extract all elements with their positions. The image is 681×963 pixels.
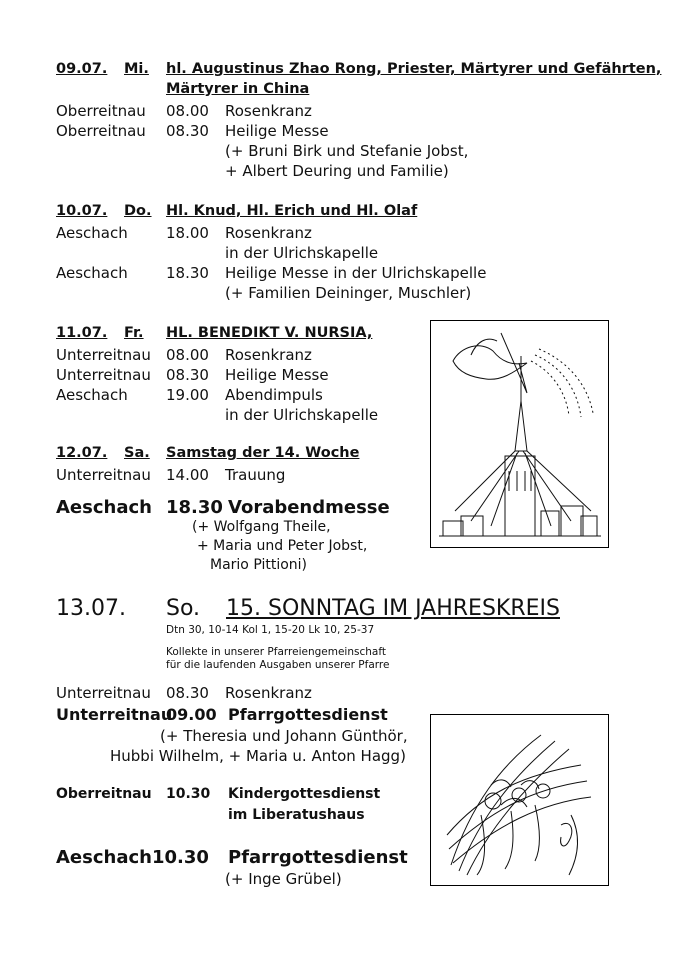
weekday: Do. [124,203,152,219]
event-location: in der Ulrichskapelle [225,244,379,262]
date: 09.07. [56,61,108,77]
time: 08.30 [166,366,209,384]
date: 10.07. [56,203,108,219]
crowd-sketch-icon [431,715,608,885]
place: Aeschach [56,224,128,242]
intention: (+ Familien Deininger, Muschler) [225,284,472,302]
time: 09.00 [166,705,217,724]
weekday: Mi. [124,61,149,77]
weekday: So. [166,596,201,621]
event: Heilige Messe in der Ulrichskapelle [225,264,487,282]
event: Trauung [225,466,286,484]
place: Aeschach [56,497,152,518]
place: Oberreitnau [56,102,146,120]
time: 18.00 [166,224,209,242]
feast-title-cont: Märtyrer in China [166,81,310,97]
event: Rosenkranz [225,224,312,242]
intention: (+ Theresia und Johann Günthör, [160,727,408,745]
time: 19.00 [166,386,209,404]
date: 13.07. [56,596,126,621]
event: Rosenkranz [225,346,312,364]
feast-title: Hl. Knud, Hl. Erich und Hl. Olaf [166,203,418,219]
place: Unterreitnau [56,466,151,484]
event: Abendimpuls [225,386,323,404]
intention: + Maria und Peter Jobst, [197,538,368,554]
intention: Hubbi Wilhelm, + Maria u. Anton Hagg) [110,747,406,765]
time: 10.30 [152,847,209,868]
time: 18.30 [166,497,223,518]
place: Aeschach [56,264,128,282]
intention: + Albert Deuring und Familie) [225,162,449,180]
event: Heilige Messe [225,366,329,384]
sketch-illustration [430,714,609,886]
church-dove-icon [431,321,608,547]
collection-note: Kollekte in unserer Pfarreiengemeinschaft [166,646,386,658]
place: Aeschach [56,386,128,404]
event: Pfarrgottesdienst [228,705,388,724]
event: Pfarrgottesdienst [228,847,408,868]
place: Unterreitnau [56,684,151,702]
feast-title: 15. SONNTAG IM JAHRESKREIS [226,596,560,621]
time: 08.00 [166,346,209,364]
event: Rosenkranz [225,102,312,120]
intention: Mario Pittioni) [210,557,308,573]
readings: Dtn 30, 10-14 Kol 1, 15-20 Lk 10, 25-37 [166,624,375,636]
event-location: im Liberatushaus [228,807,365,823]
place: Aeschach [56,847,152,868]
event: Vorabendmesse [228,497,390,518]
place: Unterreitnau [56,366,151,384]
date: 12.07. [56,445,108,461]
church-illustration [430,320,609,548]
time: 08.00 [166,102,209,120]
weekday: Fr. [124,325,144,341]
feast-title: hl. Augustinus Zhao Rong, Priester, Märtyrer und Gefährten, [166,61,662,77]
place: Oberreitnau [56,122,146,140]
date: 11.07. [56,325,108,341]
intention: (+ Inge Grübel) [225,870,342,888]
intention: (+ Bruni Birk und Stefanie Jobst, [225,142,469,160]
weekday: Sa. [124,445,150,461]
intention: (+ Wolfgang Theile, [192,519,331,535]
place: Unterreitnau [56,346,151,364]
time: 14.00 [166,466,209,484]
event-location: in der Ulrichskapelle [225,406,379,424]
place: Oberreitnau [56,786,152,802]
feast-title: Samstag der 14. Woche [166,445,360,461]
feast-title: HL. BENEDIKT V. NURSIA, [166,325,373,341]
event: Kindergottesdienst [228,786,381,802]
collection-note: für die laufenden Ausgaben unserer Pfarre [166,659,390,671]
time: 18.30 [166,264,209,282]
time: 10.30 [166,786,211,802]
place: Unterreitnau [56,705,173,724]
event: Rosenkranz [225,684,312,702]
time: 08.30 [166,684,209,702]
event: Heilige Messe [225,122,329,140]
time: 08.30 [166,122,209,140]
